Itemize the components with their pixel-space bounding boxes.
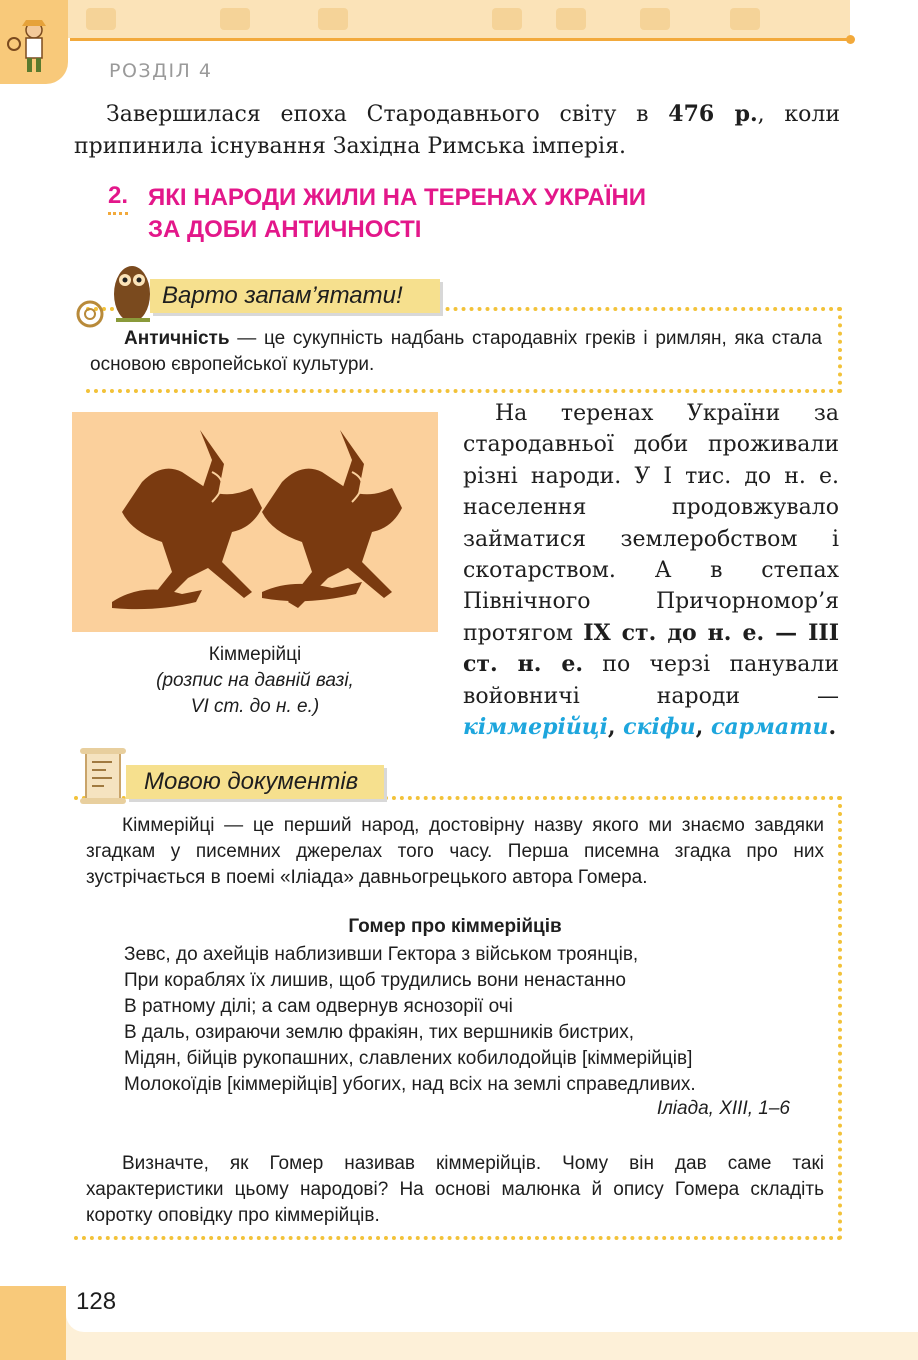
footer-panel (66, 1286, 918, 1332)
header-rule (70, 38, 850, 41)
documents-title: Мовою документів (144, 768, 359, 795)
body-text-1: На теренах України за стародавньої доби проживали різні народи. У І тис. до н. е. населення продовжувало займатися землеробством і скотарством. А в степах Північного Причорномор’я протягом (463, 401, 839, 646)
explorer-icon (0, 0, 68, 84)
body-paragraph (463, 398, 839, 743)
remember-definition-text: — це сукупність надбань стародавніх греків і римлян, яка стала основою європейської культури. (90, 328, 822, 375)
intro-text-1: Завершилася епоха Стародавнього світу в (106, 102, 669, 127)
section-number: 2. (108, 182, 128, 215)
explorer-badge (0, 0, 68, 84)
book-icon (556, 8, 586, 30)
footer-corner (0, 1286, 66, 1360)
section-heading-line-1: ЯКІ НАРОДИ ЖИЛИ НА ТЕРЕНАХ УКРАЇНИ (148, 184, 647, 211)
header-rule-dot (846, 35, 855, 44)
horsemen-illustration (72, 412, 438, 632)
term-separator-1: , (607, 714, 624, 741)
caption-title: Кіммерійці (208, 644, 302, 665)
poem-source: Іліада, XIII, 1–6 (656, 1098, 790, 1119)
pyramid-icon (640, 8, 670, 30)
term-cimmerians: кіммерійці (463, 714, 608, 741)
remember-definition (90, 326, 822, 378)
remember-title: Варто запам’ятати! (162, 282, 403, 309)
ornament-icon (730, 8, 760, 30)
intro-text-2: , коли припинила існування Західна Римська імперія. (74, 102, 841, 159)
term-separator-2: , (695, 714, 711, 741)
documents-task: Визначте, як Гомер називав кіммерійців. Чому він дав саме такі характеристики цьому народові? На основі малюнка й опису Гомера складіть коротку оповідку про кіммерійців. (86, 1153, 824, 1226)
intro-paragraph (74, 98, 840, 163)
poem-line: При кораблях їх лишив, щоб трудились вони ненастанно (124, 970, 626, 991)
crown-icon (318, 8, 348, 30)
poem-line: В ратному ділі; а сам одвернув яснозорії очі (124, 996, 513, 1017)
poem-line: Зевс, до ахейців наблизивши Гектора з військом троянців, (124, 944, 639, 965)
documents-intro: Кіммерійці — це перший народ, достовірну назву якого ми знаємо завдяки згадкам у писемних джерелах того часу. Перша писемна згадка про них зустрічається в поемі «Іліада» давньогрецького автора Гомера. (86, 815, 824, 888)
term-sarmatians: сармати (710, 714, 829, 741)
page-number: 128 (76, 1288, 117, 1315)
body-end: . (828, 714, 837, 741)
temple-icon (220, 8, 250, 30)
poem-line: Мідян, бійців рукопашних, славлених кобилодойців [кіммерійців] (124, 1048, 693, 1069)
vase-icon (492, 8, 522, 30)
remember-term: Античність (124, 328, 230, 349)
body-period: IX ст. до н. е. — III ст. н. е. (463, 619, 840, 678)
header-decor-strip (0, 0, 850, 38)
term-scythians: скіфи (623, 714, 696, 741)
vase-painting-image (72, 412, 438, 632)
intro-year: 476 р. (668, 101, 758, 127)
poem-line: Молокоїдів [кіммерійців] убогих, над всіх на землі справедливих. (124, 1074, 696, 1095)
caption-source: (розпис на давній вазі, (156, 670, 354, 691)
poem-line: В даль, озираючи землю фракіян, тих вершників бистрих, (124, 1022, 634, 1043)
caption-date: VI ст. до н. е.) (190, 696, 320, 717)
scroll-icon (86, 8, 116, 30)
poem-title: Гомер про кіммерійців (348, 916, 562, 937)
section-heading-line-2: ЗА ДОБИ АНТИЧНОСТІ (148, 216, 422, 243)
body-text-2: по черзі панували войовничі народи — (463, 652, 839, 709)
poem-quote (124, 942, 804, 1098)
scroll-document-icon (72, 744, 136, 810)
owl-icon (72, 254, 162, 334)
figure-caption (72, 642, 438, 720)
section-heading (148, 182, 788, 246)
section-label: РОЗДІЛ 4 (109, 60, 213, 82)
